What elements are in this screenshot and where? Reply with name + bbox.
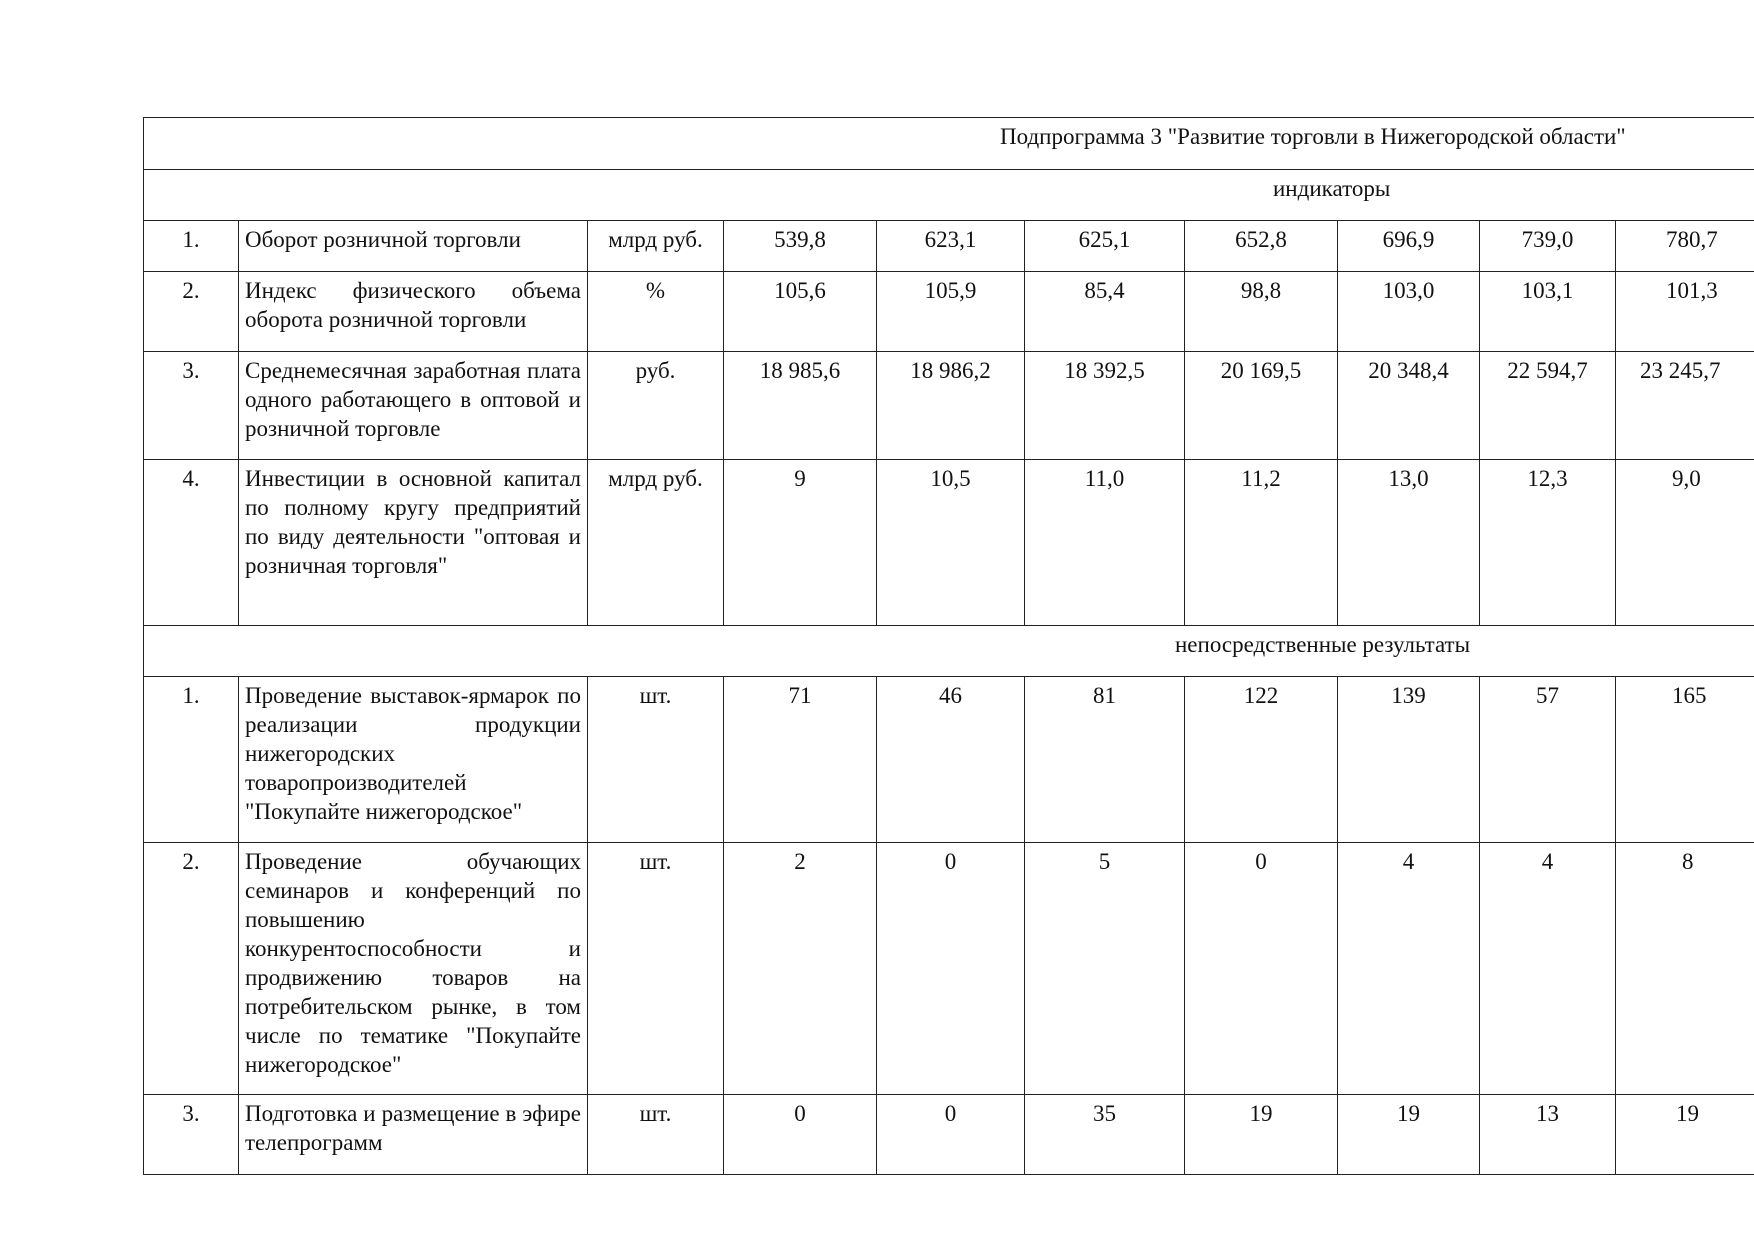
row-value: 18 986,2 [877, 352, 1025, 460]
section-title-direct-results: непосредственные результаты [1175, 632, 1471, 657]
row-value: 4 [1338, 843, 1480, 1095]
row-value: 652,8 [1185, 221, 1338, 272]
row-value: 18 985,6 [724, 352, 877, 460]
row-value: 57 [1480, 677, 1616, 843]
row-number: 3. [144, 1095, 239, 1175]
row-value: 22 594,7 [1480, 352, 1616, 460]
row-value: 19 [1616, 1095, 1754, 1175]
row-value: 4 [1480, 843, 1616, 1095]
section-title-indicators: индикаторы [1273, 176, 1391, 201]
row-value: 539,8 [724, 221, 877, 272]
row-name: Индекс физического объема оборота розничной торговли [239, 272, 588, 352]
table-row [144, 843, 1754, 1095]
row-value: 85,4 [1025, 272, 1185, 352]
row-unit: руб. [588, 352, 724, 460]
section-header-row [144, 626, 1754, 677]
row-name: Проведение выставок-ярмарок по реализации продукции нижегородских товаропроизводителей "Покупайте нижегородское" [239, 677, 588, 843]
row-value: 165 [1616, 677, 1754, 843]
row-number: 1. [144, 677, 239, 843]
subprogram-title-cell [144, 118, 1754, 170]
table-row [144, 1095, 1754, 1175]
table-row [144, 272, 1754, 352]
row-value: 12,3 [1480, 460, 1616, 626]
table-row [144, 352, 1754, 460]
row-value: 8 [1616, 843, 1754, 1095]
row-value: 696,9 [1338, 221, 1480, 272]
row-value: 20 348,4 [1338, 352, 1480, 460]
row-value: 139 [1338, 677, 1480, 843]
row-unit: шт. [588, 843, 724, 1095]
row-value: 101,3 [1616, 272, 1754, 352]
row-name: Подготовка и размещение в эфире телепрограмм [239, 1095, 588, 1175]
row-value: 19 [1185, 1095, 1338, 1175]
row-value: 98,8 [1185, 272, 1338, 352]
section-header-cell [144, 626, 1754, 677]
row-value: 623,1 [877, 221, 1025, 272]
row-value: 13 [1480, 1095, 1616, 1175]
row-value: 0 [877, 843, 1025, 1095]
row-value: 46 [877, 677, 1025, 843]
row-value: 0 [877, 1095, 1025, 1175]
row-value: 18 392,5 [1025, 352, 1185, 460]
row-value: 105,6 [724, 272, 877, 352]
row-value: 35 [1025, 1095, 1185, 1175]
row-value: 739,0 [1480, 221, 1616, 272]
subprogram-title: Подпрограмма 3 "Развитие торговли в Нижегородской области" [1000, 124, 1626, 149]
row-unit: млрд руб. [588, 221, 724, 272]
row-value: 103,0 [1338, 272, 1480, 352]
row-name: Среднемесячная заработная плата одного работающего в оптовой и розничной торговле [239, 352, 588, 460]
row-value: 122 [1185, 677, 1338, 843]
row-name: Проведение обучающих семинаров и конференций по повышению конкурентоспособности и продвижению товаров на потребительском рынке, в том числе по тематике "Покупайте нижегородское" [239, 843, 588, 1095]
row-unit: шт. [588, 677, 724, 843]
row-value: 103,1 [1480, 272, 1616, 352]
row-name: Инвестиции в основной капитал по полному кругу предприятий по виду деятельности "оптовая и розничная торговля" [239, 460, 588, 626]
row-value: 105,9 [877, 272, 1025, 352]
row-value: 71 [724, 677, 877, 843]
indicators-table [143, 117, 1754, 1175]
table-row [144, 221, 1754, 272]
row-value: 10,5 [877, 460, 1025, 626]
row-value: 13,0 [1338, 460, 1480, 626]
row-value: 780,7 [1616, 221, 1754, 272]
row-number: 4. [144, 460, 239, 626]
row-value: 23 245,7 [1616, 352, 1754, 460]
row-value: 9,0 [1616, 460, 1754, 626]
row-value: 2 [724, 843, 877, 1095]
row-value: 5 [1025, 843, 1185, 1095]
table-row [144, 460, 1754, 626]
row-value: 11,2 [1185, 460, 1338, 626]
row-number: 3. [144, 352, 239, 460]
row-unit: шт. [588, 1095, 724, 1175]
row-value: 9 [724, 460, 877, 626]
section-header-row [144, 170, 1754, 221]
row-value: 11,0 [1025, 460, 1185, 626]
row-value: 20 169,5 [1185, 352, 1338, 460]
table-row [144, 677, 1754, 843]
subprogram-title-row [144, 118, 1754, 170]
row-name: Оборот розничной торговли [239, 221, 588, 272]
row-value: 625,1 [1025, 221, 1185, 272]
row-unit: млрд руб. [588, 460, 724, 626]
row-number: 2. [144, 272, 239, 352]
row-number: 1. [144, 221, 239, 272]
row-number: 2. [144, 843, 239, 1095]
row-unit: % [588, 272, 724, 352]
section-header-cell [144, 170, 1754, 221]
row-value: 19 [1338, 1095, 1480, 1175]
row-value: 0 [724, 1095, 877, 1175]
row-value: 81 [1025, 677, 1185, 843]
row-value: 0 [1185, 843, 1338, 1095]
